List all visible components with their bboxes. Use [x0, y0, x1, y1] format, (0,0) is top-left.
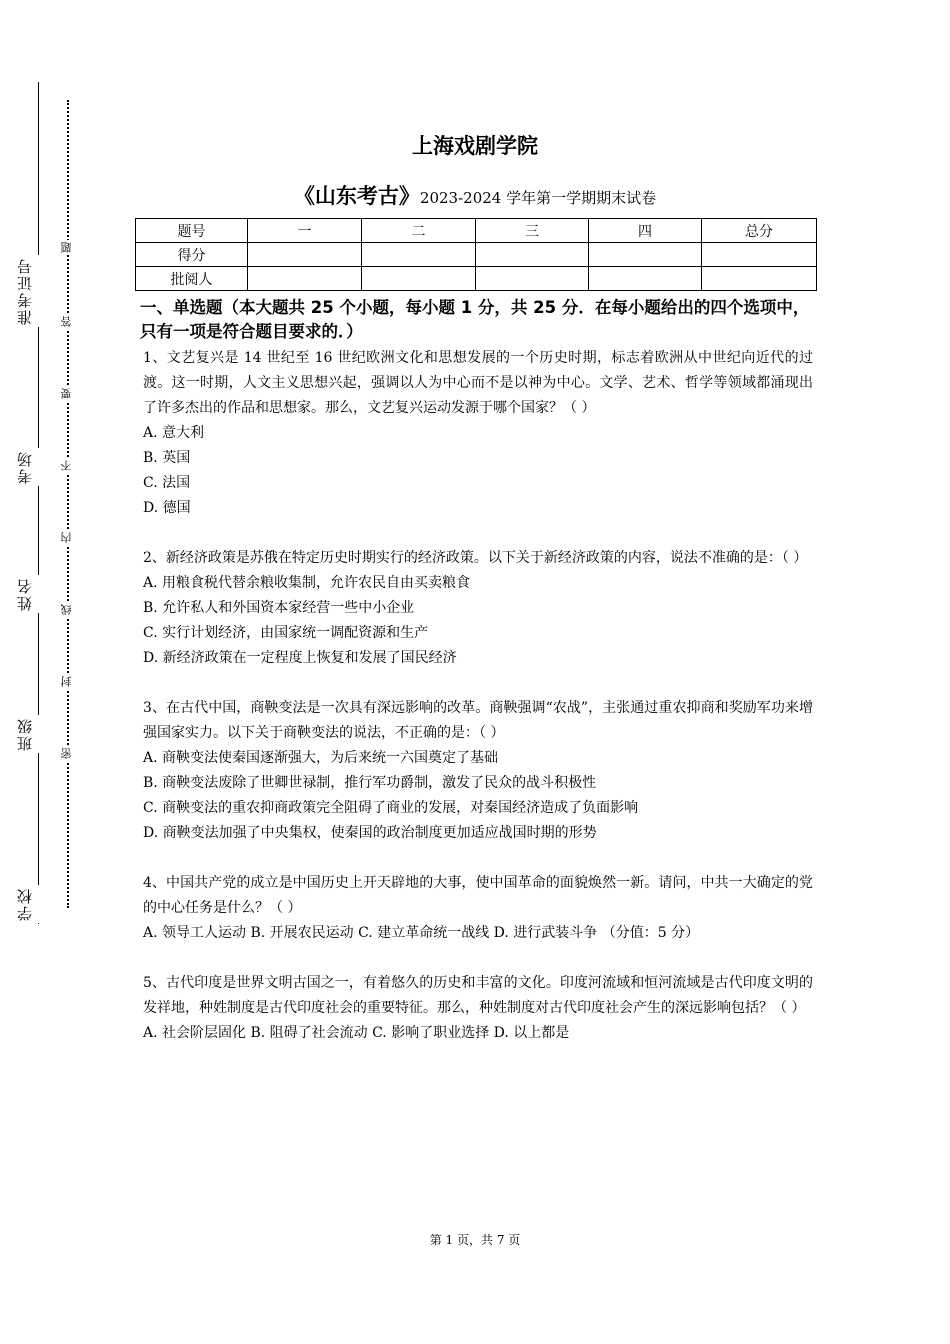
score-cell [362, 243, 476, 267]
seal-char: 密 [59, 746, 77, 761]
question-options: A. 领导工人运动 B. 开展农民运动 C. 建立革命统一战线 D. 进行武装斗争 （分值：5 分） [143, 925, 700, 941]
score-cell [589, 243, 702, 267]
score-cell [702, 243, 817, 267]
row-label: 批阅人 [136, 267, 248, 291]
question-stem: 3、在古代中国，商鞅变法是一次具有深远影响的改革。商鞅强调“农战”，主张通过重农抑商和奖励军功来增强国家实力。以下关于商鞅变法的说法，不正确的是：（ ） [143, 700, 813, 741]
option-b: B. 商鞅变法废除了世卿世禄制，推行军功爵制，激发了民众的战斗积极性 [143, 775, 597, 791]
school-name: 上海戏剧学院 [412, 134, 538, 158]
grader-cell [702, 267, 817, 291]
class-label: 班级 [14, 715, 54, 753]
question-1 [143, 346, 813, 521]
exam-room-label: 考场 [14, 448, 54, 486]
question-2 [143, 546, 813, 671]
table-row [136, 219, 817, 243]
question-4 [143, 871, 813, 946]
grader-cell [362, 267, 476, 291]
option-d: D. 德国 [143, 500, 191, 516]
name-label: 姓名 [14, 575, 54, 613]
seal-char: 答 [59, 314, 77, 329]
exam-term: 2023-2024 学年第一学期期末试卷 [419, 189, 657, 207]
option-c: C. 商鞅变法的重农抑商政策完全阻碍了商业的发展，对秦国经济造成了负面影响 [143, 800, 639, 816]
option-d: D. 新经济政策在一定程度上恢复和发展了国民经济 [143, 650, 457, 666]
seal-char: 线 [59, 602, 77, 617]
course-name: 《山东考古》 [293, 184, 420, 208]
header-cell: 总分 [702, 219, 817, 243]
exam-content [140, 296, 813, 1046]
score-cell [476, 243, 589, 267]
option-a: A. 用粮食税代替余粮收集制，允许农民自由买卖粮食 [143, 575, 471, 591]
question-stem: 4、中国共产党的成立是中国历史上开天辟地的大事，使中国革命的面貌焕然一新。请问，中共一大确定的党的中心任务是什么？（ ） [143, 875, 813, 916]
seal-char: 题 [59, 240, 77, 255]
option-c: C. 法国 [143, 475, 191, 491]
exam-number-label: 准考证号 [14, 255, 54, 327]
header-cell: 三 [476, 219, 589, 243]
seal-dotted-line [67, 100, 69, 908]
exam-title [0, 180, 950, 210]
table-row [136, 243, 817, 267]
score-table [135, 218, 817, 291]
question-3 [143, 696, 813, 846]
question-5 [143, 971, 813, 1046]
question-stem: 1、文艺复兴是 14 世纪至 16 世纪欧洲文化和思想发展的一个历史时期，标志着欧洲从中世纪向近代的过渡。这一时期，人文主义思想兴起，强调以人为中心而不是以神为中心。文学、艺术、哲学等领域都涌现出了许多杰出的作品和思想家。那么，文艺复兴运动发源于哪个国家？（ ） [143, 350, 813, 416]
header-cell: 一 [248, 219, 362, 243]
question-options: A. 社会阶层固化 B. 阻碍了社会流动 C. 影响了职业选择 D. 以上都是 [143, 1025, 570, 1041]
option-a: A. 商鞅变法使秦国逐渐强大，为后来统一六国奠定了基础 [143, 750, 499, 766]
grader-cell [248, 267, 362, 291]
school-label: 学校 [14, 885, 54, 923]
grader-cell [476, 267, 589, 291]
option-d: D. 商鞅变法加强了中央集权，使秦国的政治制度更加适应战国时期的形势 [143, 825, 597, 841]
table-row [136, 267, 817, 291]
grader-cell [589, 267, 702, 291]
seal-char: 要 [59, 386, 77, 401]
score-cell [248, 243, 362, 267]
page-number: 第 1 页，共 7 页 [429, 1233, 521, 1247]
header-cell: 题号 [136, 219, 248, 243]
option-a: A. 意大利 [143, 425, 205, 441]
question-stem: 2、新经济政策是苏俄在特定历史时期实行的经济政策。以下关于新经济政策的内容，说法不准确的是：（ ） [143, 550, 808, 566]
option-b: B. 允许私人和外国资本家经营一些中小企业 [143, 600, 415, 616]
question-stem: 5、古代印度是世界文明古国之一，有着悠久的历史和丰富的文化。印度河流域和恒河流域是古代印度文明的发祥地，种姓制度是古代印度社会的重要特征。那么，种姓制度对古代印度社会产生的深远影响包括？（ ） [143, 975, 813, 1016]
seal-char: 不 [59, 458, 77, 473]
section-title: 一、单选题（本大题共 25 个小题，每小题 1 分，共 25 分．在每小题给出的四个选项中，只有一项是符合题目要求的．） [140, 298, 810, 341]
header-cell: 二 [362, 219, 476, 243]
option-c: C. 实行计划经济，由国家统一调配资源和生产 [143, 625, 429, 641]
seal-char: 封 [59, 674, 77, 689]
seal-char: 内 [59, 530, 77, 545]
header-cell: 四 [589, 219, 702, 243]
option-b: B. 英国 [143, 450, 191, 466]
row-label: 得分 [136, 243, 248, 267]
